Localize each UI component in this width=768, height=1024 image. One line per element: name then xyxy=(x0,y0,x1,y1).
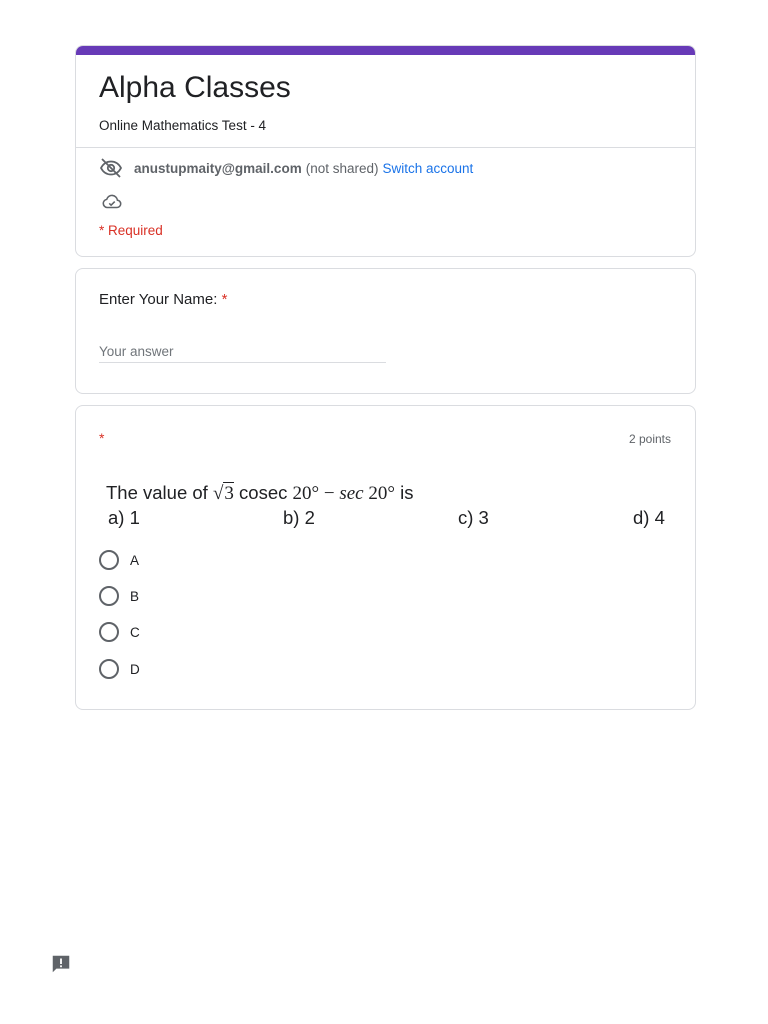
required-asterisk: * xyxy=(99,430,105,446)
sqrt-argument: 3 xyxy=(224,483,234,504)
question-text xyxy=(106,482,413,505)
radio-button[interactable] xyxy=(99,586,119,606)
minus-sign: − xyxy=(319,483,340,504)
sec-function: sec xyxy=(339,483,364,504)
form-description: Online Mathematics Test - 4 xyxy=(99,118,267,133)
image-option-b: b) 2 xyxy=(283,507,315,528)
eye-off-icon xyxy=(99,156,123,180)
report-feedback-icon[interactable] xyxy=(50,953,72,975)
image-option-c: c) 3 xyxy=(458,507,489,528)
header-accent-bar xyxy=(75,45,696,55)
question-suffix: is xyxy=(394,482,414,503)
choice-label: D xyxy=(130,661,140,677)
image-option-a: a) 1 xyxy=(108,507,140,528)
form-header-card xyxy=(75,45,696,257)
name-question-text: Enter Your Name: xyxy=(99,291,218,308)
angle-1: 20° xyxy=(292,483,320,504)
question-image xyxy=(106,480,671,532)
question-points: 2 points xyxy=(628,432,671,446)
required-note: * Required xyxy=(99,223,163,238)
image-option-d: d) 4 xyxy=(633,507,665,528)
switch-account-link[interactable]: Switch account xyxy=(382,160,474,176)
radio-button[interactable] xyxy=(99,622,119,642)
account-email: anustupmaity@gmail.com xyxy=(134,160,302,176)
question-prefix: The value of xyxy=(106,482,213,503)
header-divider xyxy=(76,147,695,148)
mcq-question-card xyxy=(75,405,696,710)
angle-2: 20° xyxy=(363,483,395,504)
name-question-card xyxy=(75,268,696,394)
sqrt-sign: √ xyxy=(212,483,224,504)
question-cosec: cosec xyxy=(233,482,293,503)
form-title: Alpha Classes xyxy=(99,71,291,104)
choice-label: B xyxy=(130,588,140,604)
required-asterisk: * xyxy=(221,291,228,308)
account-row xyxy=(99,156,473,180)
sqrt-expression xyxy=(213,482,234,504)
choice-c[interactable] xyxy=(99,621,140,643)
choice-d[interactable] xyxy=(99,658,140,680)
name-question-label xyxy=(99,291,227,308)
cloud-check-icon xyxy=(101,191,123,213)
choice-b[interactable] xyxy=(99,585,139,607)
not-shared-label: (not shared) xyxy=(305,160,379,176)
choice-label: A xyxy=(130,552,140,568)
choice-a[interactable] xyxy=(99,549,139,571)
choice-label: C xyxy=(130,624,140,640)
name-answer-input[interactable] xyxy=(99,341,386,363)
radio-button[interactable] xyxy=(99,550,119,570)
radio-button[interactable] xyxy=(99,659,119,679)
